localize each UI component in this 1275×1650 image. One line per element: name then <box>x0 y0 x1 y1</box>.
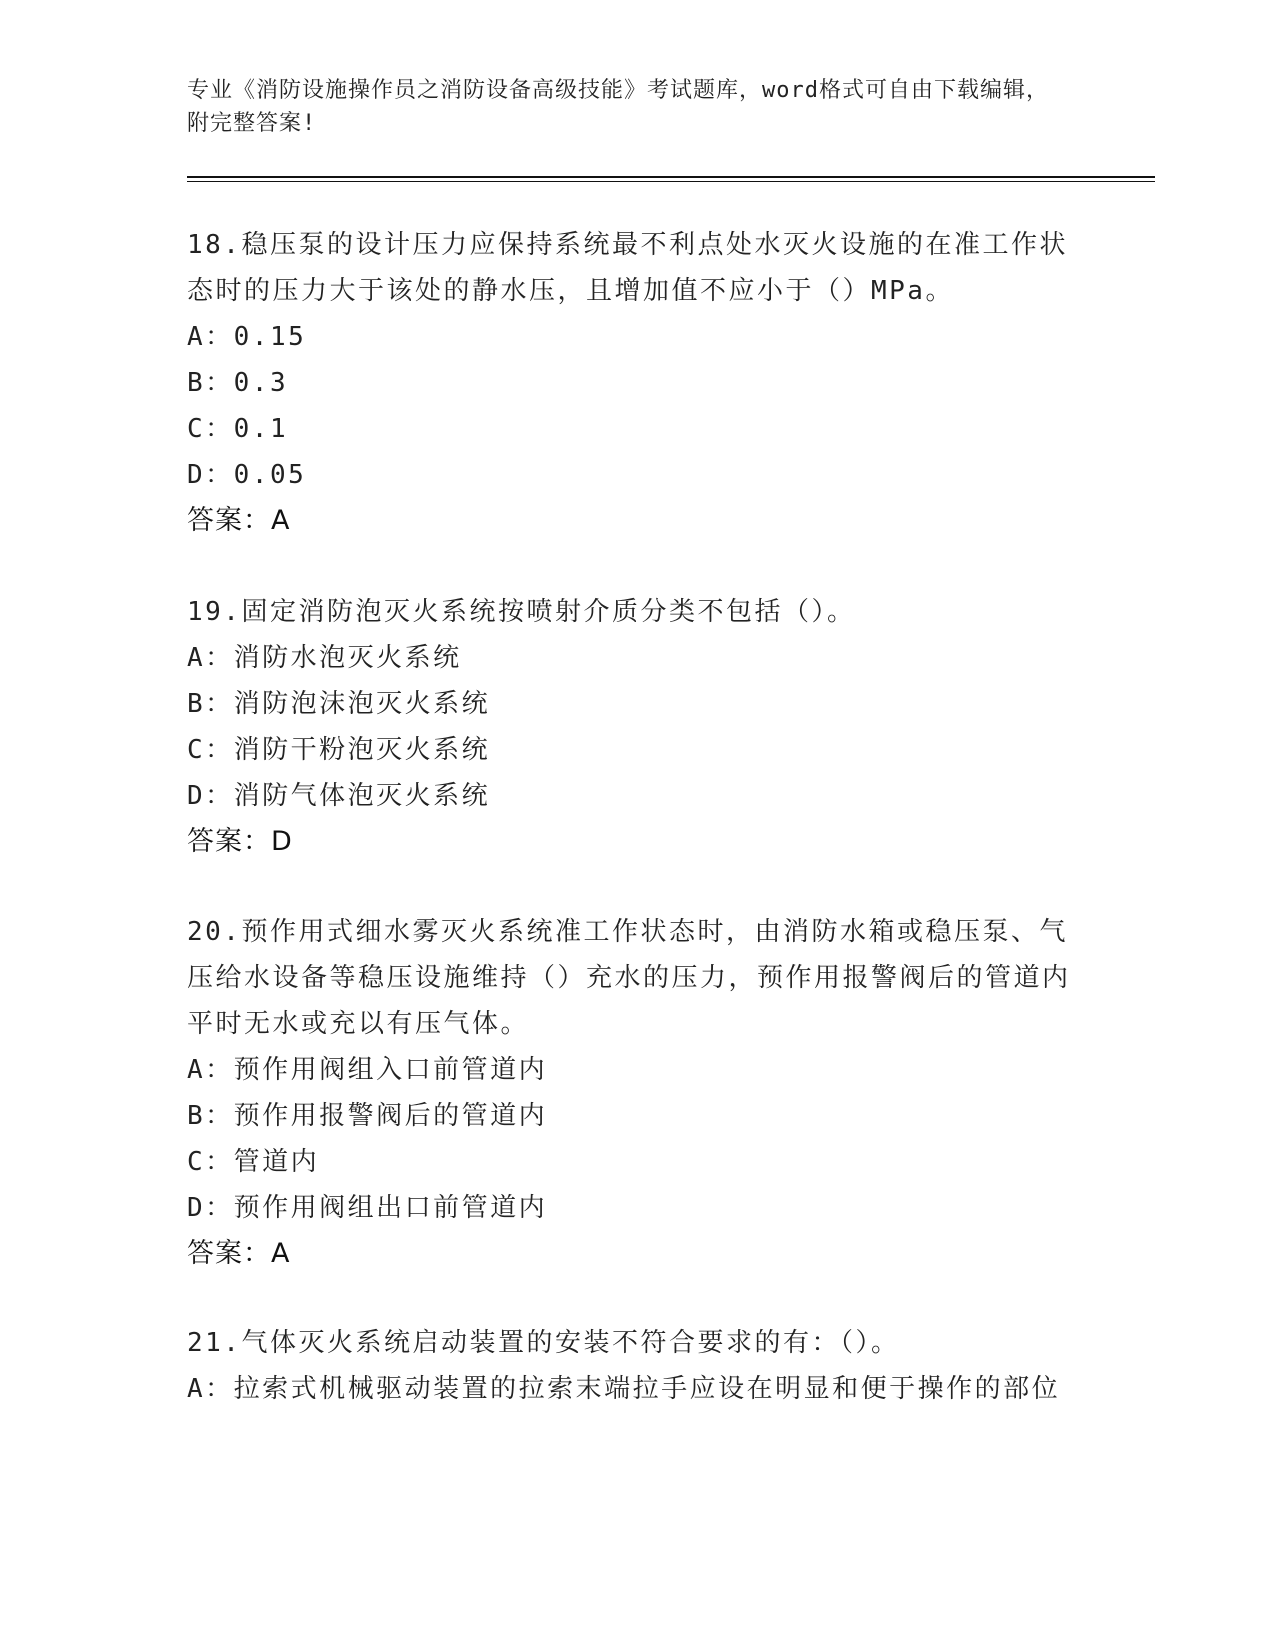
answer: 答案：A <box>187 1238 291 1269</box>
option-c: C：消防干粉泡灭火系统 <box>187 735 491 765</box>
question-stem: 18.稳压泵的设计压力应保持系统最不利点处水灭火设施的在准工作状态时的压力大于该处的静水压，且增加值不应小于（）MPa。 <box>187 230 1068 306</box>
option-a: A：0.15 <box>187 322 307 352</box>
question-stem: 20.预作用式细水雾灭火系统准工作状态时，由消防水箱或稳压泵、气压给水设备等稳压设施维持（）充水的压力，预作用报警阀后的管道内平时无水或充以有压气体。 <box>187 917 1071 1039</box>
question-stem: 21.气体灭火系统启动装置的安装不符合要求的有：（）。 <box>187 1328 900 1358</box>
document-header: 专业《消防设施操作员之消防设备高级技能》考试题库，word格式可自由下载编辑，附完整答案! <box>187 78 1049 136</box>
header-divider <box>187 176 1155 178</box>
option-a: A：消防水泡灭火系统 <box>187 643 462 673</box>
question-18 <box>187 222 1087 544</box>
question-stem: 19.固定消防泡灭火系统按喷射介质分类不包括（）。 <box>187 597 856 627</box>
option-c: C：管道内 <box>187 1147 320 1177</box>
option-a: A：预作用阀组入口前管道内 <box>187 1055 548 1085</box>
option-d: D：消防气体泡灭火系统 <box>187 781 491 811</box>
question-21 <box>187 1320 1087 1412</box>
option-b: B：消防泡沫泡灭火系统 <box>187 689 491 719</box>
option-c: C：0.1 <box>187 414 289 444</box>
option-d: D：0.05 <box>187 460 307 490</box>
option-b: B：0.3 <box>187 368 289 398</box>
option-b: B：预作用报警阀后的管道内 <box>187 1101 548 1131</box>
question-20 <box>187 909 1087 1277</box>
header-divider-thin <box>187 181 1155 182</box>
answer: 答案：A <box>187 505 291 536</box>
option-d: D：预作用阀组出口前管道内 <box>187 1193 548 1223</box>
option-a: A：拉索式机械驱动装置的拉索末端拉手应设在明显和便于操作的部位 <box>187 1374 1061 1404</box>
answer: 答案：D <box>187 826 293 857</box>
question-19 <box>187 589 1087 865</box>
